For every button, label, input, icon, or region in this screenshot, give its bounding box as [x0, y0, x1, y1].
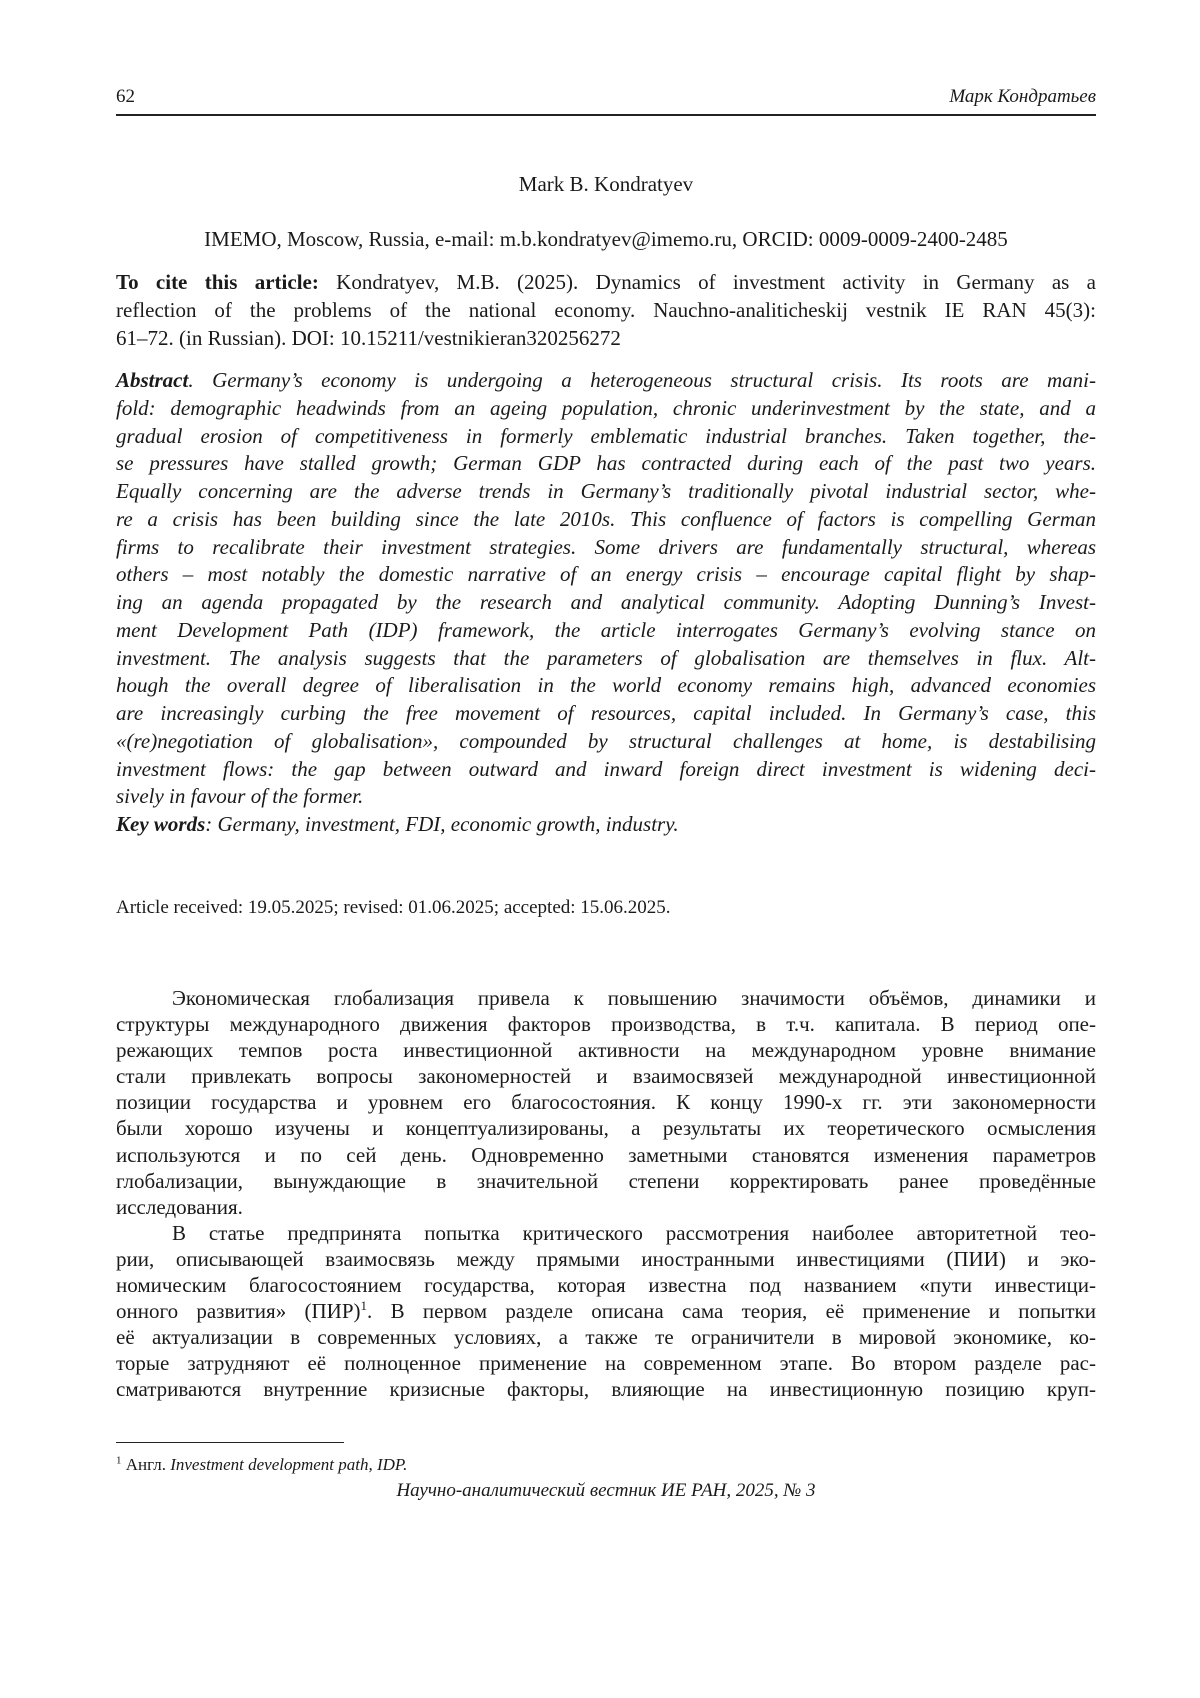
footnote — [116, 1455, 407, 1475]
body-text-fragment: онного развития» (ПИР) — [116, 1299, 361, 1324]
abstract-line — [116, 367, 1096, 395]
body-text — [116, 985, 1096, 1403]
running-header — [116, 84, 1096, 116]
abstract-line: hough the overall degree of liberalisation in the world economy remains high, advanced economies — [116, 673, 1096, 698]
keywords-label: Key words — [116, 812, 206, 836]
abstract-line: sively in favour of the former. — [116, 784, 364, 809]
abstract-label: Abstract — [116, 368, 189, 392]
abstract-line: firms to recalibrate their investment strategies. Some drivers are fundamentally structural, whereas — [116, 534, 1096, 559]
footnote-divider — [116, 1442, 344, 1443]
abstract-line: ment Development Path (IDP) framework, the article interrogates Germany’s evolving stance on — [116, 617, 1096, 642]
abstract-line: gradual erosion of competitiveness in formerly emblematic industrial branches. Taken together, the- — [116, 423, 1096, 448]
body-line: стали привлекать вопросы закономерностей и взаимосвязей международной инвестиционной — [116, 1064, 1096, 1089]
footnote-reference[interactable]: 1 — [360, 1298, 368, 1314]
body-text-fragment: . В первом разделе описана сама теория, её применение и попытки — [367, 1299, 1096, 1324]
body-line: режающих темпов роста инвестиционной активности на международном уровне внимание — [116, 1038, 1096, 1063]
body-line: глобализации, вынуждающие в значительной степени корректировать ранее проведённые — [116, 1168, 1096, 1193]
abstract-block — [116, 367, 1096, 839]
abstract-text: . Germany’s economy is undergoing a heterogeneous structural crisis. Its roots are mani- — [188, 368, 1096, 392]
citation-label: To cite this article: — [116, 270, 319, 294]
body-line: были хорошо изучены и концептуализированы, а результаты их теоретического осмысления — [116, 1116, 1096, 1141]
body-line: используются и по сей день. Одновременно заметными становятся изменения параметров — [116, 1142, 1096, 1167]
body-line: её актуализации в современных условиях, а также те ограничители в мировой экономике, ко- — [116, 1325, 1096, 1350]
body-line: Экономическая глобализация привела к повышению значимости объёмов, динамики и — [172, 986, 1096, 1010]
body-line: номическим благосостоянием государства, которая известна под названием «пути инвестици- — [116, 1273, 1096, 1298]
body-line — [116, 1298, 1096, 1324]
body-line: сматриваются внутренние кризисные факторы, влияющие на инвестиционную позицию круп- — [116, 1377, 1096, 1402]
abstract-line: are increasingly curbing the free movement of resources, capital included. In Germany’s case, this — [116, 701, 1096, 725]
citation-text: Kondratyev, M.B. (2025). Dynamics of investment activity in Germany as a — [318, 270, 1096, 294]
abstract-line: ing an agenda propagated by the research and analytical community. Adopting Dunning’s Invest- — [116, 590, 1096, 614]
abstract-line: others – most notably the domestic narrative of an energy crisis – encourage capital flight by shap- — [116, 562, 1096, 587]
citation-line: 61–72. (in Russian). DOI: 10.15211/vestnikieran320256272 — [116, 326, 621, 350]
author-name: Mark B. Kondratyev — [518, 172, 694, 196]
citation-line: reflection of the problems of the national economy. Nauchno-analiticheskij vestnik IE RAN 45(3): — [116, 298, 1096, 322]
citation-block — [116, 268, 1096, 352]
keywords-line — [116, 811, 1096, 839]
keywords-text: : Germany, investment, FDI, economic growth, industry. — [205, 812, 679, 836]
abstract-line: «(re)negotiation of globalisation», compounded by structural challenges at home, is destabilising — [116, 728, 1096, 753]
body-line: рии, описывающей взаимосвязь между прямыми иностранными инвестициями (ПИИ) и эко- — [116, 1246, 1096, 1271]
footnote-prefix: Англ. — [121, 1455, 171, 1474]
page-number: 62 — [116, 86, 135, 107]
abstract-line: investment. The analysis suggests that the parameters of globalisation are themselves in flux. Alt- — [116, 645, 1096, 670]
abstract-line: fold: demographic headwinds from an ageing population, chronic underinvestment by the state, and a — [116, 395, 1096, 420]
article-dates: Article received: 19.05.2025; revised: 01.06.2025; accepted: 15.06.2025. — [116, 897, 671, 918]
footnote-mark: 1 — [116, 1454, 122, 1467]
author-affiliation: IMEMO, Moscow, Russia, e-mail: m.b.kondratyev@imemo.ru, ORCID: 0009-0009-2400-2485 — [204, 227, 1008, 251]
abstract-line: se pressures have stalled growth; German GDP has contracted during each of the past two years. — [116, 451, 1096, 476]
citation-line — [116, 268, 1096, 296]
abstract-line: re a crisis has been building since the late 2010s. This confluence of factors is compelling German — [116, 506, 1096, 531]
body-line: В статье предпринята попытка критического рассмотрения наиболее авторитетной тео- — [172, 1220, 1096, 1245]
running-author: Марк Кондратьев — [949, 86, 1096, 107]
abstract-line: investment flows: the gap between outward and inward foreign direct investment is widening deci- — [116, 756, 1096, 781]
body-line: структуры международного движения факторов производства, в т.ч. капитала. В период опе- — [116, 1012, 1096, 1037]
journal-footer: Научно-аналитический вестник ИЕ РАН, 2025, № 3 — [396, 1480, 816, 1501]
footnote-text: Investment development path, IDP. — [170, 1455, 408, 1474]
body-line: торые затрудняют её полноценное применение на современном этапе. Во втором разделе рас- — [116, 1351, 1096, 1376]
abstract-line: Equally concerning are the adverse trends in Germany’s traditionally pivotal industrial sector, whe- — [116, 479, 1096, 503]
body-line: позиции государства и уровнем его благосостояния. К концу 1990-х гг. эти закономерности — [116, 1090, 1096, 1115]
body-line: исследования. — [116, 1194, 243, 1219]
